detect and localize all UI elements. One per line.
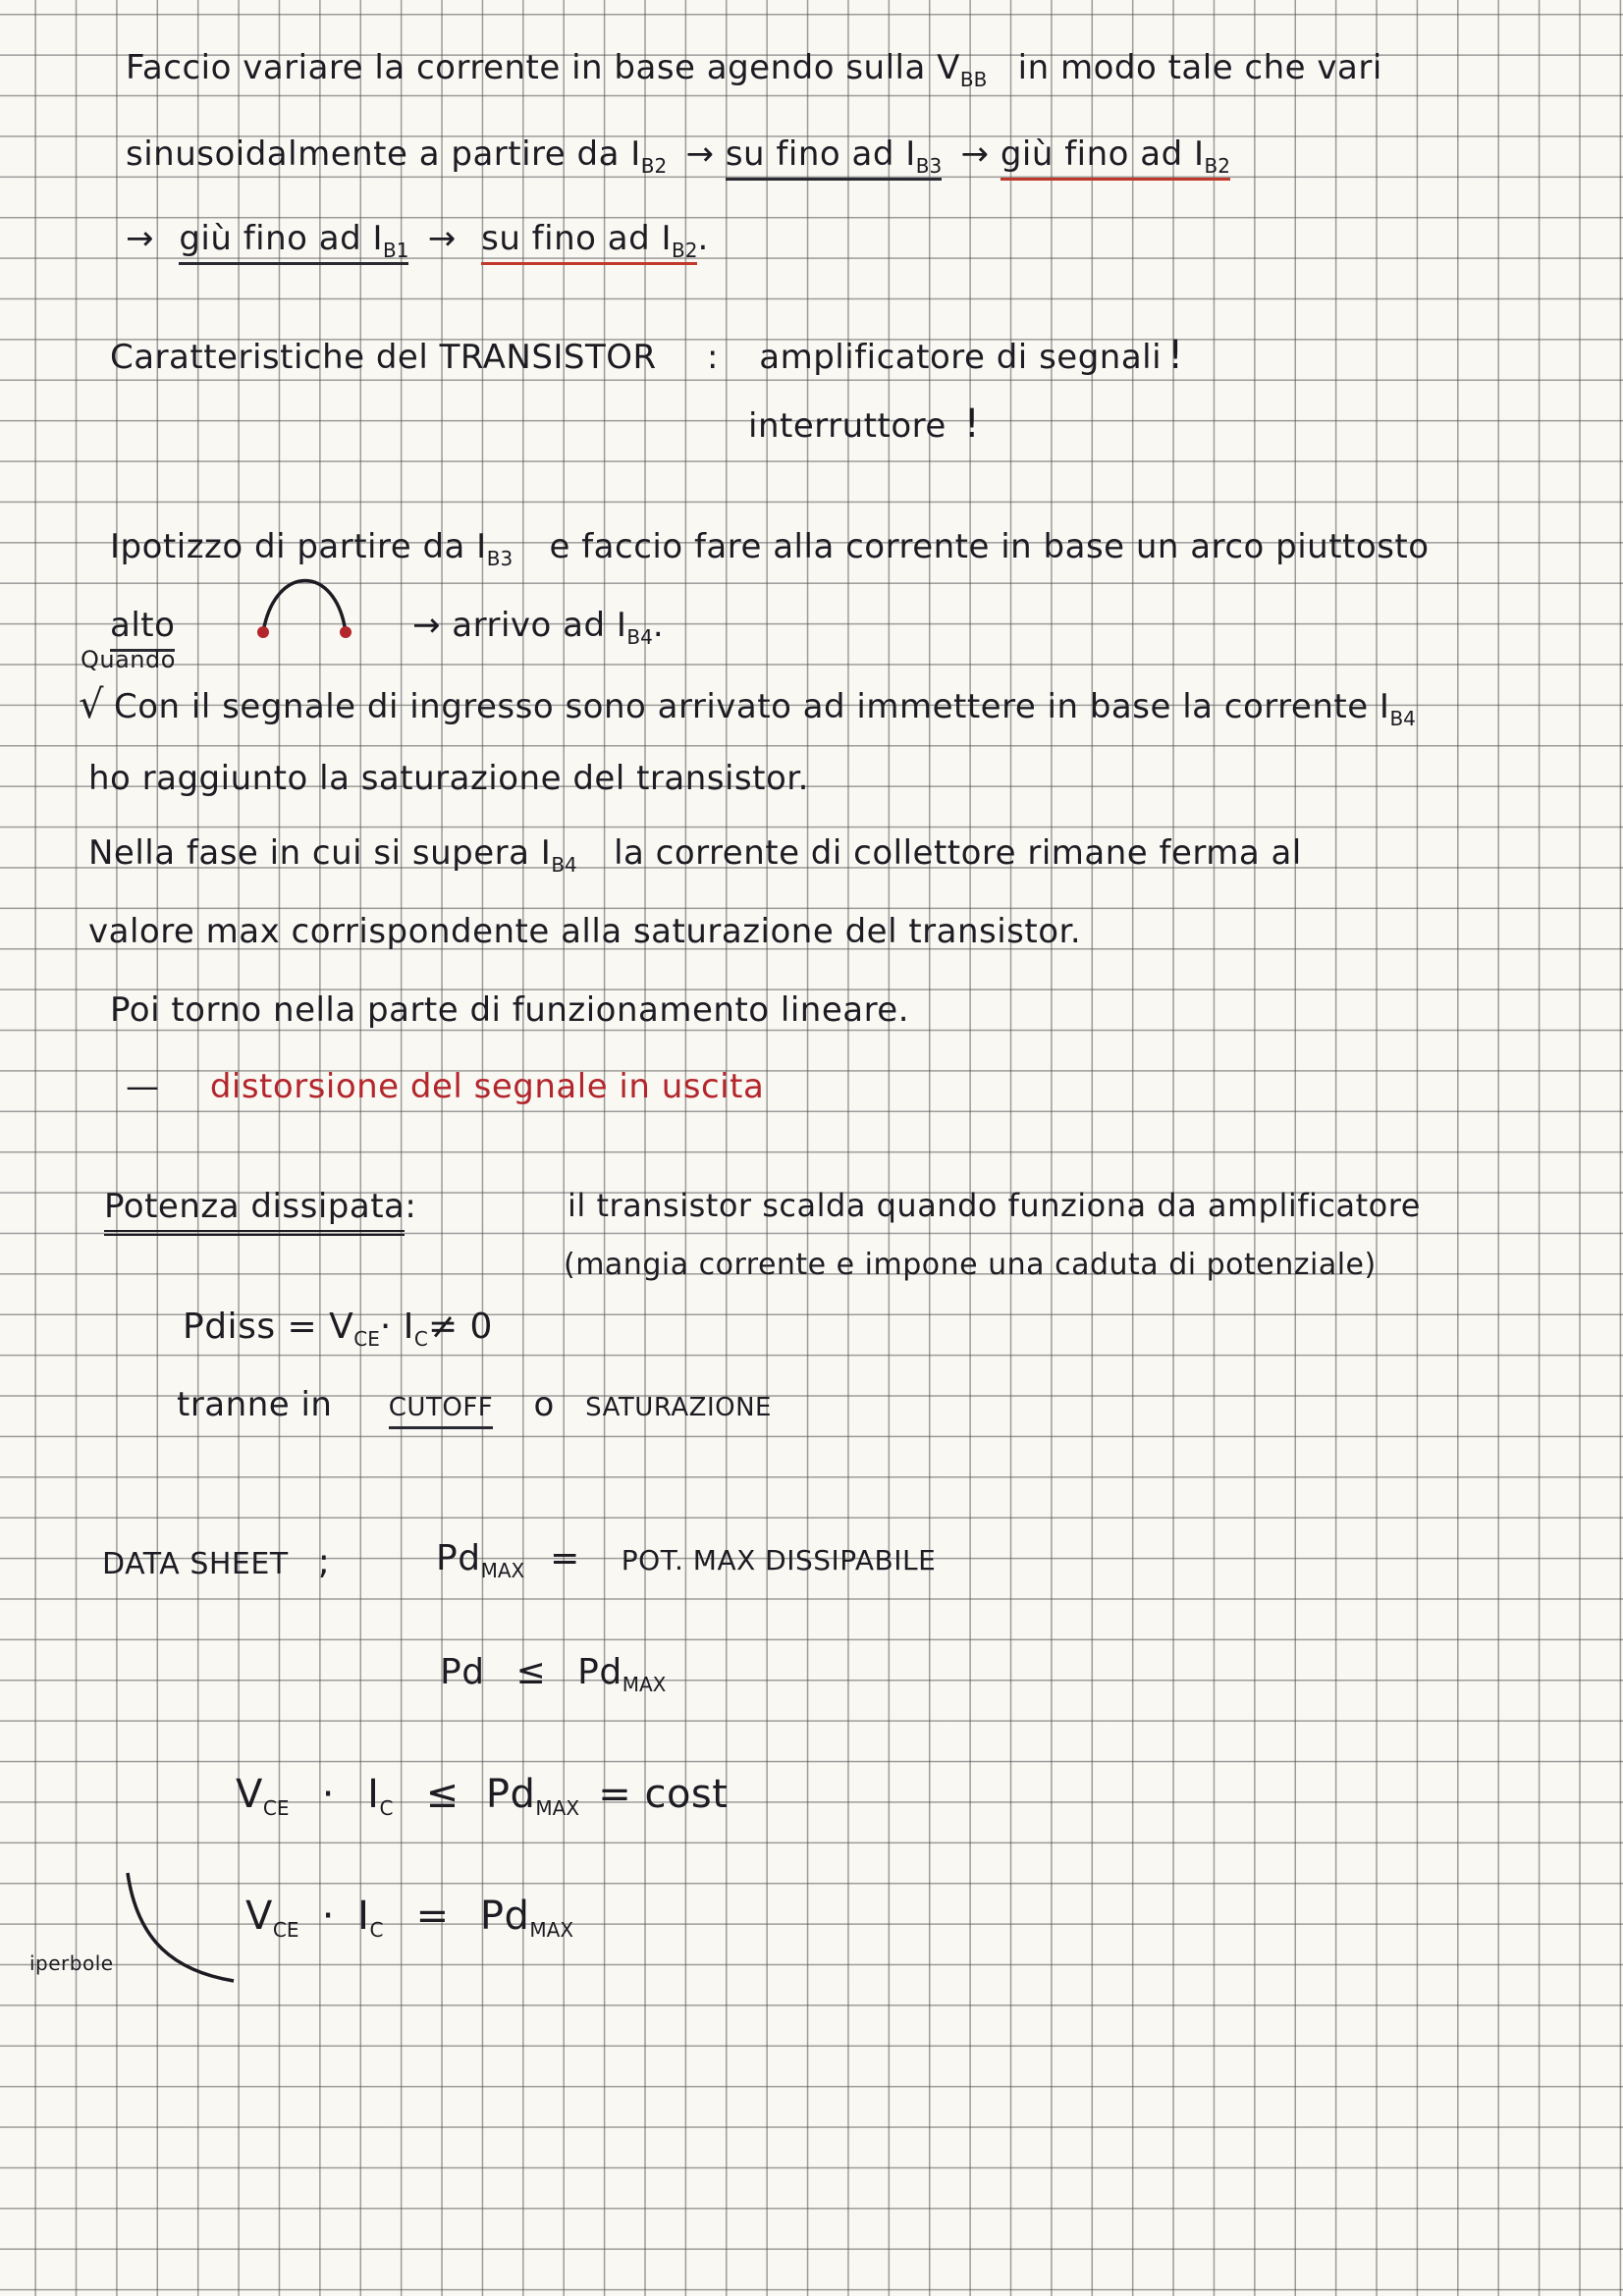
line-8-text: Con il segnale di ingresso sono arrivato ad immettere in base la corrente I [114,687,1390,726]
subscript-c: C [379,1796,394,1820]
subscript-c: C [369,1918,384,1942]
line-17 [177,1385,772,1424]
line-8 [79,682,1416,730]
line-18-formula [436,1538,937,1582]
subscript-b2: B2 [672,239,698,262]
colon: : [405,1187,417,1226]
subscript-b3: B3 [486,547,514,570]
item-amplifier: amplificatore di segnali [759,338,1163,377]
colon: : [706,338,719,377]
data-sheet-label: DATA SHEET [102,1547,289,1581]
subscript-b1: B1 [383,239,409,262]
equals: = [415,1894,450,1939]
hyperbola-sketch [116,1863,243,1991]
word-alto: alto [110,606,175,652]
power-description-note: (mangia corrente e impone una caduta di potenziale) [564,1248,1377,1282]
subscript-bb: BB [959,68,988,91]
line-12 [110,990,910,1030]
times: · [321,1772,335,1817]
arrive-text: → arrivo ad I [412,606,627,645]
insert-mark: √ [79,682,104,727]
distortion-note: distorsione del segnale in uscita [209,1067,765,1106]
dash: — [126,1067,160,1106]
pd-max-symbol: Pd [485,1772,536,1817]
line-10-text: Nella fase in cui si supera I [88,833,552,873]
arrow-right-icon: → [126,219,154,258]
line-1-text: Faccio variare la corrente in base agendo sulla V [126,48,960,87]
arc-start-dot [257,626,269,638]
arrow-right-icon: → [427,219,457,258]
line-1-end: in modo tale che vari [1017,48,1382,87]
subscript-max: MAX [622,1673,667,1696]
line-2 [126,134,1230,178]
phrase-text: giù fino ad I [179,219,384,258]
equals: = [550,1538,580,1578]
arrow-right-icon: → [960,134,990,174]
subscript-max: MAX [480,1559,525,1582]
subscript-b2: B2 [640,154,668,178]
exclamation-icon: ! [963,401,981,447]
phrase-text: su fino ad I [481,219,673,258]
subscript-c: C [413,1327,428,1351]
power-description: il transistor scalda quando funziona da amplificatore [568,1187,1421,1224]
line-6-text: Ipotizzo di partire da I [110,527,487,566]
pdiss-formula-mid: · I [379,1307,414,1347]
conjunction-o: o [533,1385,555,1424]
subscript-max: MAX [529,1918,574,1942]
line-7 [110,606,176,645]
subscript-ce: CE [262,1796,290,1820]
line-3-period: . [697,219,709,258]
item-switch: interruttore [748,406,947,446]
line-9-text: ho raggiunto la saturazione del transistor. [88,759,809,798]
subscript-ce: CE [353,1327,380,1351]
line-11 [88,912,1082,951]
pd-symbol: Pd [440,1652,485,1692]
line-10-end: la corrente di collettore rimane ferma al [614,833,1302,873]
pdiss-formula-end: ≠ 0 [427,1307,493,1347]
transistor-characteristics-title: Caratteristiche del TRANSISTOR [110,338,657,377]
subscript-b2: B2 [1204,154,1230,178]
insert-note-quando [81,648,176,671]
phrase-text: giù fino ad I [1000,134,1205,174]
subscript-b3: B3 [915,154,943,178]
word-quando: Quando [81,646,176,673]
line-16 [183,1309,493,1349]
vce-symbol: V [245,1894,273,1939]
hyperbola-label [29,1953,114,1973]
line-18 [102,1542,331,1582]
line-19 [440,1652,667,1696]
subscript-b4: B4 [551,853,577,877]
section-title-potenza-dissipata: Potenza dissipata [104,1187,405,1236]
less-equal: ≤ [515,1652,547,1692]
line-9 [88,759,809,798]
phrase-giu-fino-ib2 [1001,134,1230,181]
line-6 [110,527,1430,570]
line-13 [126,1067,765,1106]
cutoff-label: CUTOFF [389,1393,493,1429]
pd-symbol: Pd [436,1538,481,1578]
equals-cost: = cost [598,1772,729,1817]
line-11-text: valore max corrispondente alla saturazione del transistor. [88,912,1082,951]
max-dissipable-power: POT. MAX DISSIPABILE [621,1544,937,1576]
line-12-text: Poi torno nella parte di funzionamento lineare. [110,990,910,1030]
line-5 [748,401,981,447]
pdiss-formula-start: Pdiss = V [183,1307,354,1347]
exclamation-icon: ! [1167,333,1184,378]
line-14-desc [568,1187,1421,1224]
line-20 [236,1772,729,1820]
ic-symbol: I [357,1894,370,1939]
phrase-su-fino-ib2 [481,219,697,265]
phrase-giu-fino-ib1 [179,219,408,265]
phrase-text: su fino ad I [725,134,916,174]
line-15 [564,1248,1377,1282]
arc-sketch [245,571,363,650]
iperbole-text: iperbole [29,1951,114,1975]
phrase-su-fino-ib3 [726,134,942,181]
tranne-in: tranne in [177,1385,333,1424]
saturation-label: SATURAZIONE [585,1393,772,1422]
arrow-right-icon: → [685,134,715,174]
pd-max-symbol: Pd [577,1652,622,1692]
arc-curve [263,581,346,633]
pd-max-symbol: Pd [479,1894,530,1939]
times: · [321,1894,335,1939]
ic-symbol: I [367,1772,380,1817]
subscript-max: MAX [535,1796,580,1820]
subscript-b4: B4 [626,625,653,649]
line-14 [104,1187,417,1226]
line-10 [88,833,1302,877]
line-6-end: e faccio fare alla corrente in base un arco piuttosto [549,527,1430,566]
less-equal: ≤ [425,1772,460,1817]
line-7-arrive [412,606,665,649]
arc-end-dot [340,626,352,638]
subscript-ce: CE [272,1918,299,1942]
line-2-start: sinusoidalmente a partire da I [126,134,641,174]
line-4 [110,333,1184,378]
semicolon: ; [317,1542,331,1582]
period: . [652,606,665,645]
line-1 [126,48,1382,91]
hyperbola-curve [128,1873,234,1981]
line-21 [245,1896,573,1940]
line-3 [126,219,709,262]
vce-symbol: V [236,1772,263,1817]
subscript-b4: B4 [1389,707,1416,730]
